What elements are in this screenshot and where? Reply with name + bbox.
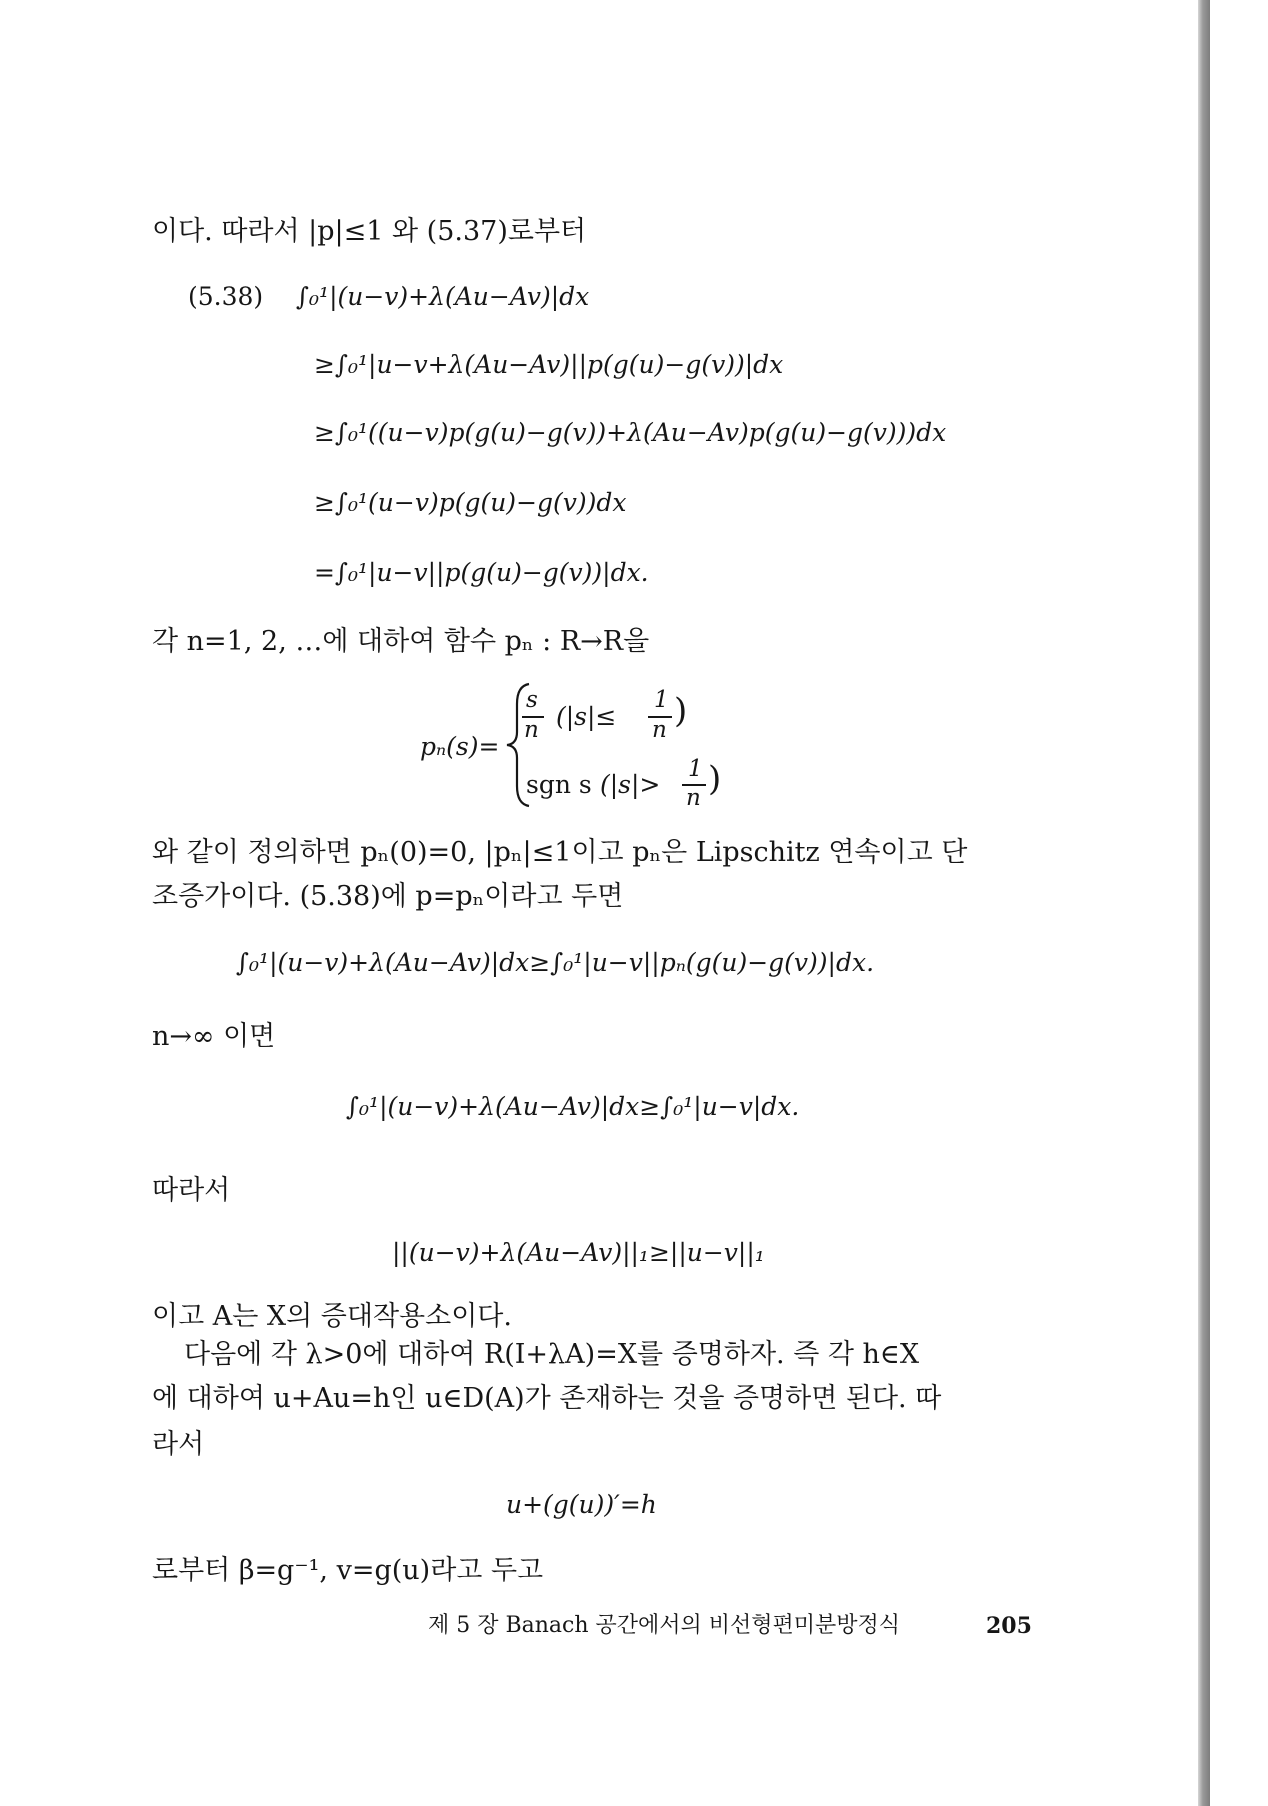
text-paragraph2-line2: 조증가이다. (5.38)에 p=pₙ이라고 두면 — [152, 881, 624, 912]
equation-line-4: ≥∫₀¹(u−v)p(g(u)−g(v))dx — [314, 488, 627, 517]
equation-line-3: ≥∫₀¹((u−v)p(g(u)−g(v))+λ(Au−Av)p(g(u)−g(v)))dx — [314, 418, 947, 447]
equation-line-5: =∫₀¹|u−v||p(g(u)−g(v))|dx. — [314, 558, 649, 587]
page-edge-shadow — [1198, 0, 1210, 1806]
case2-condition: (|s|> — [600, 770, 661, 799]
case2-cond-den: n — [686, 785, 701, 811]
equation-norm-inequality: ||(u−v)+λ(Au−Av)||₁≥||u−v||₁ — [392, 1238, 765, 1267]
case1-condition: (|s|≤ — [556, 702, 617, 731]
pn-lhs: pₙ(s)= — [420, 732, 500, 761]
equation-line-1: ∫₀¹|(u−v)+λ(Au−Av)|dx — [296, 282, 590, 311]
footer-chapter-title: 제 5 장 Banach 공간에서의 비선형편미분방정식 — [428, 1613, 901, 1638]
case1-cond-num: 1 — [654, 687, 669, 713]
equation-limit-inequality: ∫₀¹|(u−v)+λ(Au−Av)|dx≥∫₀¹|u−v|dx. — [346, 1092, 800, 1121]
case1-frac-den: n — [524, 717, 539, 743]
text-paragraph3-line1: 다음에 각 λ>0에 대하여 R(I+λA)=X를 증명하자. 즉 각 h∈X — [184, 1339, 920, 1370]
text-paragraph3-line2: 에 대하여 u+Au=h인 u∈D(A)가 존재하는 것을 증명하면 된다. 따 — [152, 1383, 942, 1414]
case2-close-paren: ) — [708, 759, 722, 799]
text-last-line: 로부터 β=g⁻¹, v=g(u)라고 두고 — [152, 1555, 544, 1586]
text-line-intro: 이다. 따라서 |p|≤1 와 (5.37)로부터 — [152, 216, 587, 247]
text-paragraph2-line1: 와 같이 정의하면 pₙ(0)=0, |pₙ|≤1이고 pₙ은 Lipschitz 연속이고 단 — [152, 837, 968, 868]
text-therefore: 따라서 — [152, 1175, 231, 1206]
equation-pn-inequality: ∫₀¹|(u−v)+λ(Au−Av)|dx≥∫₀¹|u−v||pₙ(g(u)−g(v))|dx. — [236, 948, 875, 977]
case1-close-paren: ) — [674, 691, 688, 731]
equation-label: (5.38) — [188, 282, 264, 311]
case1-cond-den: n — [652, 717, 667, 743]
case2-sgn: sgn s — [526, 770, 592, 799]
equation-final: u+(g(u))′=h — [506, 1490, 657, 1519]
case2-cond-num: 1 — [688, 756, 703, 782]
equation-line-2: ≥∫₀¹|u−v+λ(Au−Av)||p(g(u)−g(v))|dx — [314, 350, 784, 379]
footer-page-number: 205 — [986, 1613, 1032, 1639]
text-line-pn-definition: 각 n=1, 2, …에 대하여 함수 pₙ : R→R을 — [152, 626, 650, 657]
text-accretive: 이고 A는 X의 증대작용소이다. — [152, 1301, 512, 1332]
case1-frac-num: s — [526, 687, 538, 713]
text-limit: n→∞ 이면 — [152, 1021, 276, 1052]
text-paragraph3-line3: 라서 — [152, 1429, 205, 1460]
